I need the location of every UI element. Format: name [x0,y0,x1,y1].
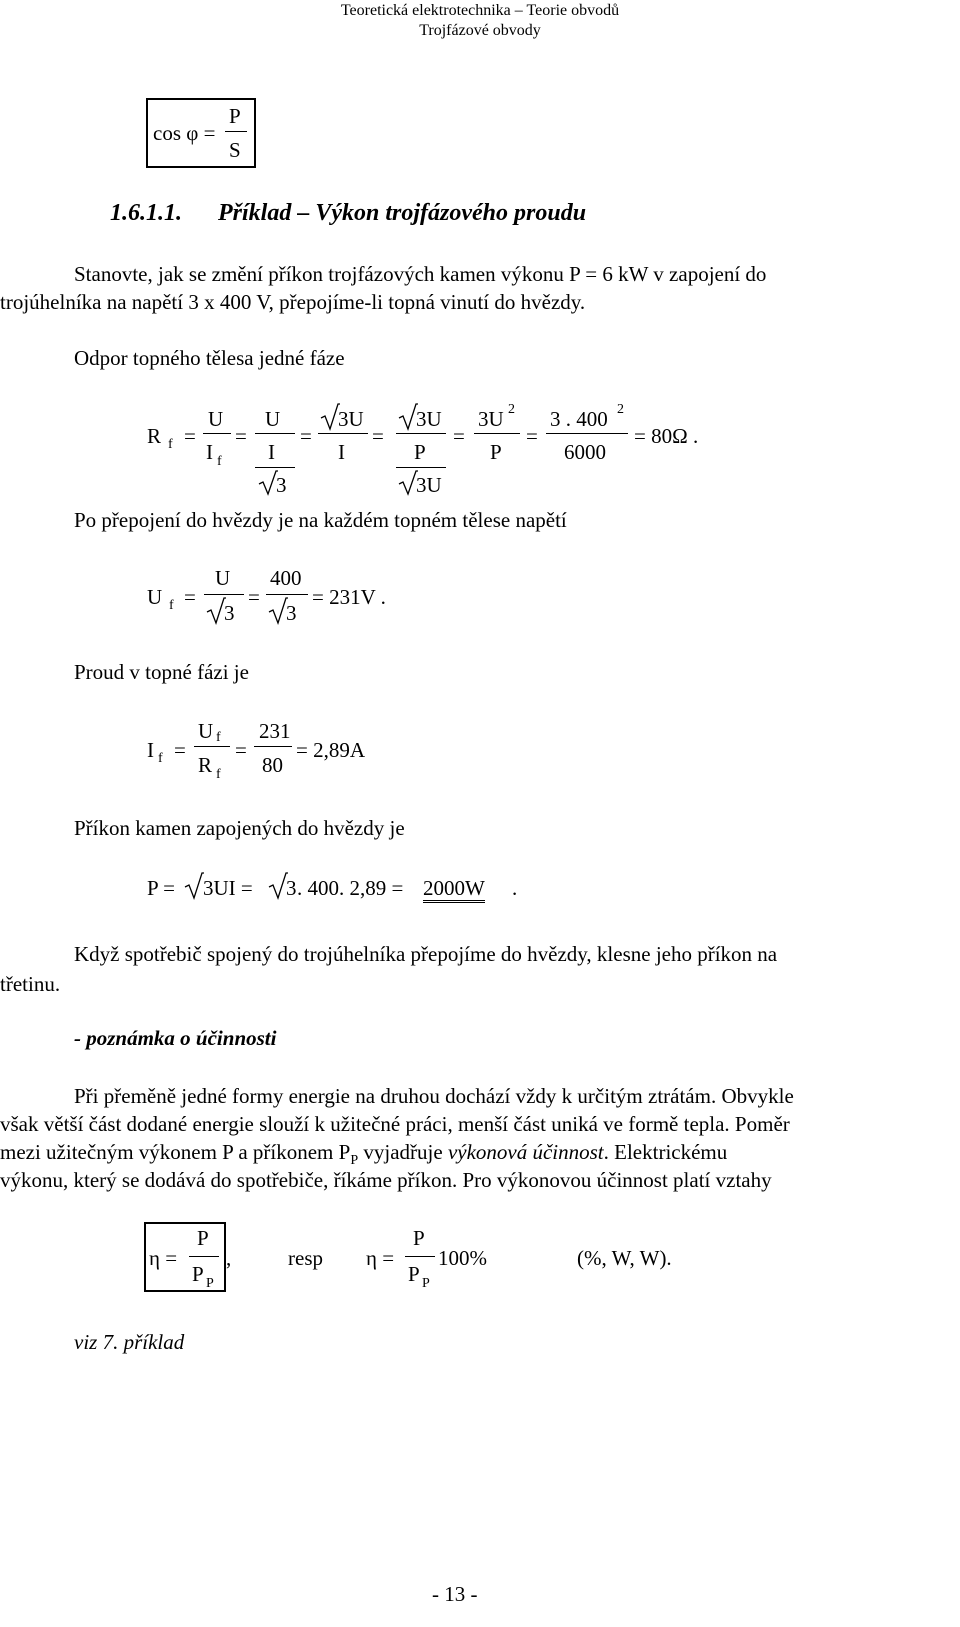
eqR-f5-bar [474,433,520,434]
eta2-denominator-sub: P [422,1276,430,1291]
eqR-f5-num-sup: 2 [508,402,515,417]
eqI-f2-bar [254,746,292,747]
eta-denominator-sub: P [206,1276,214,1291]
eqP-part2: 3 [286,876,297,900]
eqR-f5-den: P [490,440,502,464]
eqR-f6-num: 3 . 400 [550,407,608,431]
eqI-f2-num: 231 [259,719,291,743]
eqU-lhs: U [147,585,163,609]
eta2-lhs: η = [366,1246,395,1270]
eqP-dot: . [512,876,518,900]
eqR-f4-den: 3U [416,473,442,497]
eqR-f1-den: I [206,440,213,464]
eqI-f1-num-sub: f [216,730,221,745]
eqP-sqrt2-icon [268,872,288,900]
eta-units: (%, W, W). [577,1246,672,1270]
eqR-f2-bar [255,433,295,434]
resistance-label: Odpor topného tělesa jedné fáze [74,346,345,370]
eta-denominator: P [192,1262,204,1286]
eqR-result: = 80Ω . [634,424,699,448]
eqU-f1-sqrt-icon [206,597,226,625]
efficiency-line-3a: mezi užitečným výkonem P a příkonem P [0,1140,351,1164]
efficiency-line-3-sub: P [350,1153,359,1169]
eta-comma: , [226,1246,232,1270]
header-title: Teoretická elektrotechnika – Teorie obvodů [340,2,620,19]
eqR-eq3: = [372,424,384,448]
eqU-f2-sqrt-icon [268,597,288,625]
eqI-eq0: = [174,738,186,762]
intro-line-1: Stanovte, jak se změní příkon trojfázových kamen výkonu P = 6 kW v zapojení do [74,262,767,286]
eqR-lhs-sub: f [168,437,173,452]
header-subtitle: Trojfázové obvody [419,22,541,39]
star-label: Po přepojení do hvězdy je na každém topném tělese napětí [74,508,567,532]
eqU-result: = 231V . [312,585,386,609]
eqR-f2-bar2 [255,467,295,468]
eqR-f6-num-sup: 2 [617,402,624,417]
eqI-eq1: = [235,738,247,762]
section-title: Příklad – Výkon trojfázového proudu [218,200,587,226]
current-label: Proud v topné fázi je [74,660,249,684]
eqR-eq0: = [184,424,196,448]
eqR-f2-sqrt-icon [258,470,278,496]
eqR-f3-den: I [338,440,345,464]
efficiency-line-2: však větší část dodané energie slouží k užitečné práci, menší část uniká ve formě tepla. Poměr [0,1112,790,1136]
eqI-result: = 2,89A [296,738,366,762]
eqP-lhs: P = [147,876,175,900]
eta2-fraction-bar [405,1256,435,1257]
eqR-f4-mid: P [414,440,426,464]
eqR-f6-den: 6000 [564,440,606,464]
eqI-f1-den: R [198,753,213,777]
eqR-lhs: R [147,424,162,448]
efficiency-line-1: Při přeměně jedné formy energie na druhou dochází vždy k určitým ztrátám. Obvykle [74,1084,794,1108]
eqU-f1-num: U [215,566,231,590]
eqU-f2-bar [266,594,308,595]
eqR-f3-sqrt-icon [320,403,340,431]
efficiency-line-3b: vyjadřuje [358,1140,448,1164]
cosphi-lhs: cos φ = [153,121,216,145]
eta-numerator: P [197,1226,209,1250]
eqR-f2-mid: I [268,440,275,464]
see-also-link[interactable]: viz 7. příklad [74,1330,185,1354]
eqR-f5-num: 3U [478,407,504,431]
conclusion-line-2: třetinu. [0,972,61,996]
eqR-f6-bar [546,433,628,434]
eqR-f3-num: 3U [338,407,364,431]
eqR-eq1: = [235,424,247,448]
eqP-result: 2000W [423,876,485,903]
intro-line-2: trojúhelníka na napětí 3 x 400 V, přepojíme-li topná vinutí do hvězdy. [0,290,586,314]
page-number: - 13 - [432,1582,478,1606]
eqR-f1-den-sub: f [217,454,222,469]
cosphi-fraction-bar [225,131,247,132]
eqR-f1-num: U [208,407,224,431]
cosphi-denominator: S [229,138,241,162]
efficiency-term: výkonová účinnost [447,1140,604,1164]
eqI-f2-den: 80 [262,753,283,777]
eqU-eq1: = [248,585,260,609]
eqI-lhs: I [147,738,154,762]
eqP-sqrt1-icon [184,872,204,900]
conclusion-line-1: Když spotřebič spojený do trojúhelníka přepojíme do hvězdy, klesne jeho příkon na [74,942,778,966]
eqP-part1: 3UI = [203,876,253,900]
eqR-f1-bar [203,433,231,434]
eta2-denominator: P [408,1262,420,1286]
eqU-lhs-sub: f [169,598,174,613]
eqI-f1-num: U [198,719,214,743]
eqR-f4-bar [396,433,446,434]
eqU-f2-den: 3 [286,601,297,625]
eqP-part3: . 400. 2,89 = [297,876,404,900]
eqI-lhs-sub: f [158,751,163,766]
eta2-multiplier: 100% [438,1246,487,1270]
eqI-f1-den-sub: f [216,767,221,782]
eta-fraction-bar [189,1256,219,1257]
note-heading: - poznámka o účinnosti [74,1026,277,1050]
eqR-f4-bar2 [396,467,446,468]
section-number: 1.6.1.1. [110,200,182,226]
eqR-f2-num: U [265,407,281,431]
eqU-f2-num: 400 [270,566,302,590]
eqR-f3-bar [318,433,368,434]
eqR-f4-den-sqrt-icon [398,470,418,496]
eqR-eq4: = [453,424,465,448]
efficiency-line-4: výkonu, který se dodává do spotřebiče, říkáme příkon. Pro výkonovou účinnost platí vztahy [0,1168,772,1192]
eta-resp: resp [288,1246,323,1270]
eqI-f1-bar [194,746,230,747]
eqR-f4-num: 3U [416,407,442,431]
eta-lhs: η = [149,1246,178,1270]
eqU-eq0: = [184,585,196,609]
efficiency-line-3c: . Elektrickému [603,1140,728,1164]
eqR-f2-den: 3 [276,473,287,497]
eqR-eq2: = [300,424,312,448]
eqR-eq5: = [526,424,538,448]
eqU-f1-den: 3 [224,601,235,625]
cosphi-numerator: P [229,104,241,128]
power-label: Příkon kamen zapojených do hvězdy je [74,816,405,840]
eqU-f1-bar [204,594,244,595]
eqR-f4-sqrt-icon [398,403,418,431]
eta2-numerator: P [413,1226,425,1250]
